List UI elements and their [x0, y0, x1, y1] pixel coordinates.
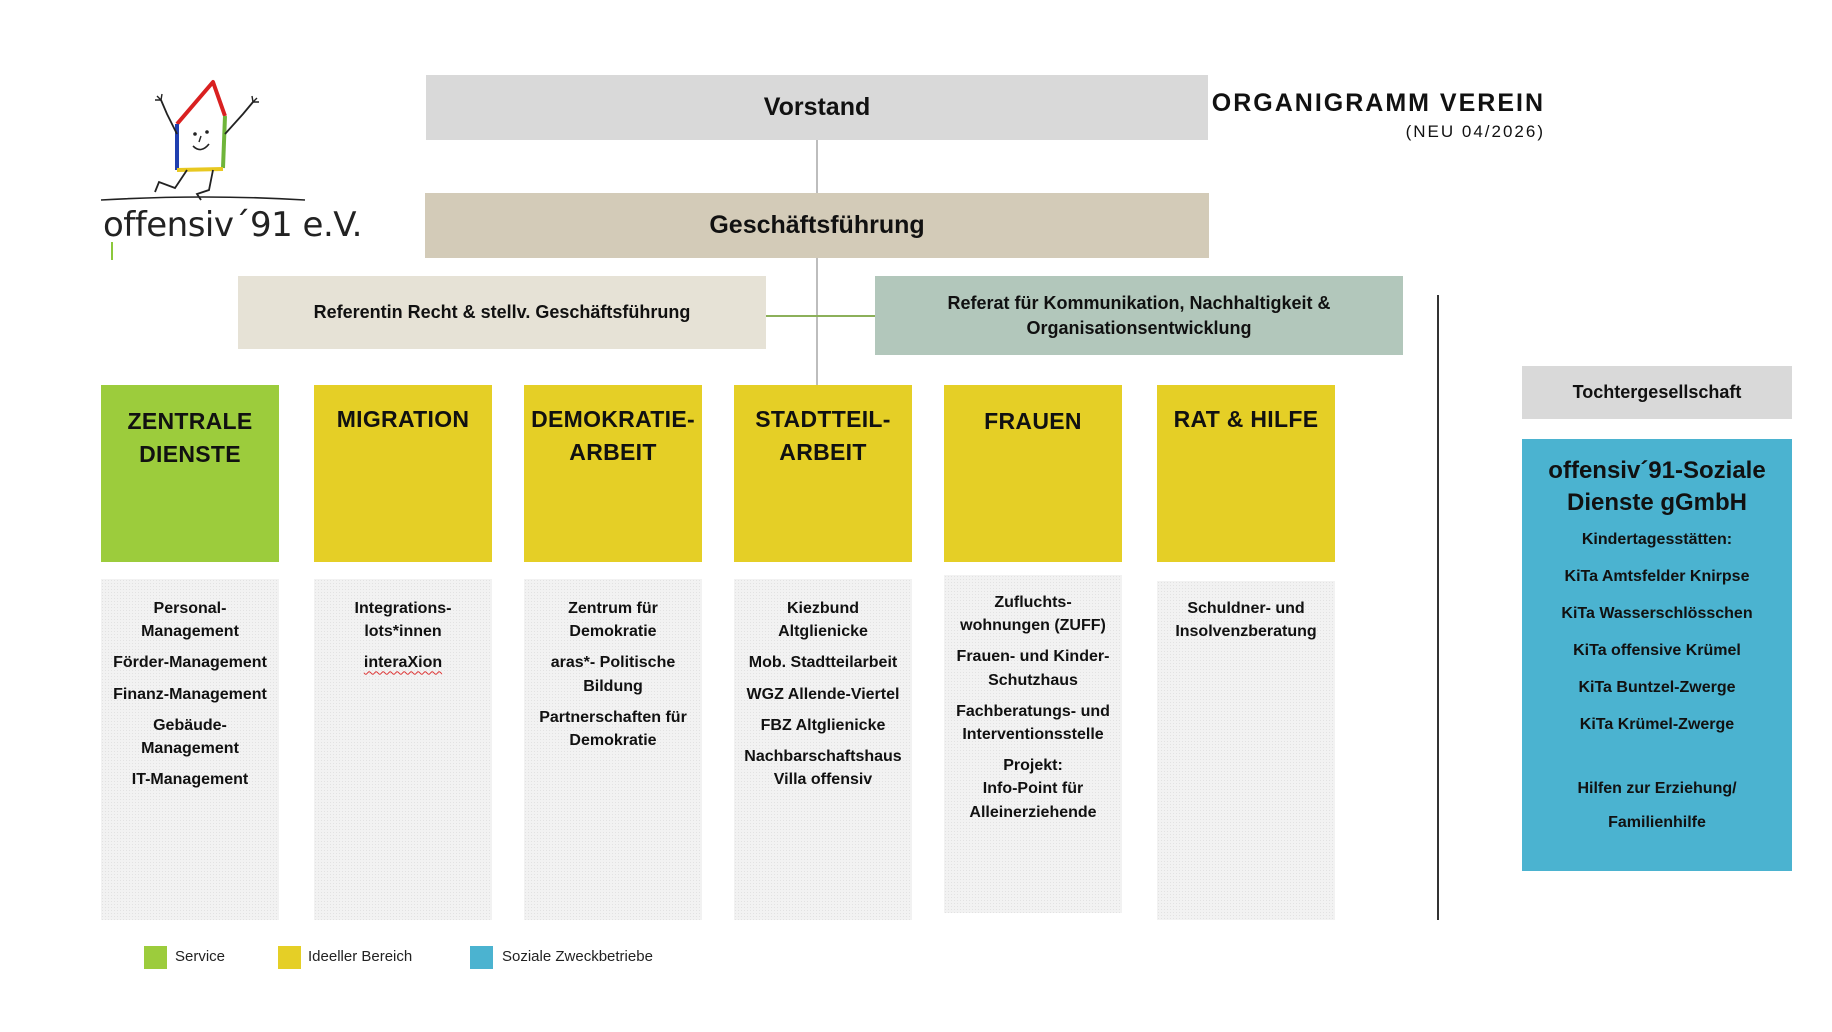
list-item: FBZ Altglienicke [760, 716, 886, 734]
legend-swatch-ideeller-bereich [278, 946, 301, 969]
page-subtitle: (NEU 04/2026) [1405, 122, 1545, 141]
connector-gf-departments [816, 258, 818, 385]
list-item: Kiezbund Altglienicke [778, 600, 868, 641]
referat-line-1: Referat für Kommunikation, Nachhaltigkeit & [947, 293, 1331, 314]
legend-swatch-service [144, 946, 167, 969]
list-item: aras*- Politische Bildung [550, 654, 676, 695]
list-item: interaXion [363, 654, 443, 672]
list-item: Projekt: Info-Point für Alleinerziehende [969, 757, 1097, 821]
list-item: Schuldner- und Insolvenzberatung [1175, 600, 1317, 641]
dept-title: MIGRATION [336, 406, 470, 432]
dept-title: RAT & HILFE [1173, 406, 1319, 432]
kitas-heading: Kindertagesstätten: [1581, 530, 1733, 548]
dept-head-stadtteilarbeit [734, 385, 912, 562]
subsidiary-box [1522, 439, 1792, 871]
list-item: Hilfen zur Erziehung/ [1577, 779, 1737, 797]
vorstand-box: Vorstand [426, 75, 1208, 140]
dept-title: FRAUEN [984, 408, 1082, 434]
list-item: KiTa Wasserschlösschen [1561, 604, 1753, 622]
dept-body-demokratiearbeit [524, 579, 702, 920]
list-item: Finanz-Management [113, 685, 267, 703]
list-item: Fachberatungs- und Interventionsstelle [956, 702, 1110, 743]
page-title: ORGANIGRAMM VEREIN [1211, 89, 1545, 117]
geschaeftsfuehrung-box: Geschäftsführung [425, 193, 1209, 258]
dept-head-demokratiearbeit [524, 385, 702, 562]
list-item: Partnerschaften für Demokratie [539, 708, 687, 749]
legend-swatch-soziale-zweckbetriebe [470, 946, 493, 969]
list-item: Nachbarschaftshaus Villa offensiv [744, 747, 902, 789]
dept-head-migration [314, 385, 492, 562]
list-item: KiTa Amtsfelder Knirpse [1564, 567, 1750, 585]
list-item: KiTa offensive Krümel [1573, 641, 1741, 659]
list-item: WGZ Allende-Viertel [746, 685, 900, 703]
list-item: Mob. Stadtteilarbeit [748, 654, 898, 672]
subsidiary-name: offensiv´91-Soziale Dienste gGmbH [1548, 457, 1766, 517]
list-item: Zufluchts- wohnungen (ZUFF) [960, 594, 1106, 635]
dept-title: ARBEIT [779, 438, 867, 465]
divider [1437, 295, 1439, 920]
list-item: Förder-Management [113, 654, 267, 672]
dept-title: ZENTRALE [127, 408, 253, 434]
referat-box [875, 276, 1403, 355]
referentin-box: Referentin Recht & stellv. Geschäftsführung [238, 276, 766, 349]
dept-title: DEMOKRATIE- [531, 406, 695, 432]
list-item: KiTa Buntzel-Zwerge [1578, 678, 1736, 696]
dept-body-rat-hilfe [1157, 581, 1335, 920]
list-item: Personal- Management [141, 600, 239, 641]
logo-text: offensiv´91 e.V. [103, 205, 362, 245]
dept-head-frauen [944, 385, 1122, 562]
dept-title: DIENSTE [139, 440, 241, 467]
list-item: Zentrum für Demokratie [568, 600, 658, 641]
list-item: IT-Management [131, 771, 249, 789]
dept-body-migration [314, 579, 492, 920]
dept-title: STADTTEIL- [755, 406, 891, 432]
connector-vorstand-gf [816, 140, 818, 193]
dept-title: ARBEIT [569, 438, 657, 465]
dept-body-zentrale-dienste [101, 579, 279, 920]
dept-body-frauen [944, 575, 1122, 913]
legend-label-service: Service [175, 948, 226, 965]
connector-referate [766, 315, 875, 317]
dept-head-zentrale-dienste [101, 385, 279, 562]
list-item: Frauen- und Kinder- Schutzhaus [956, 648, 1110, 689]
referat-line-2: Organisationsentwicklung [1026, 317, 1252, 338]
list-item: Integrations- lots*innen [354, 600, 452, 641]
legend-label-ideeller-bereich: Ideeller Bereich [308, 948, 413, 965]
list-item: Gebäude- Management [141, 716, 239, 757]
dept-body-stadtteilarbeit [734, 579, 912, 920]
tochtergesellschaft-label: Tochtergesellschaft [1522, 366, 1792, 419]
legend-label-soziale-zweckbetriebe: Soziale Zweckbetriebe [502, 948, 653, 965]
list-item: KiTa Krümel-Zwerge [1579, 715, 1735, 733]
dept-head-rat-hilfe [1157, 385, 1335, 562]
list-item: Familienhilfe [1608, 813, 1706, 831]
